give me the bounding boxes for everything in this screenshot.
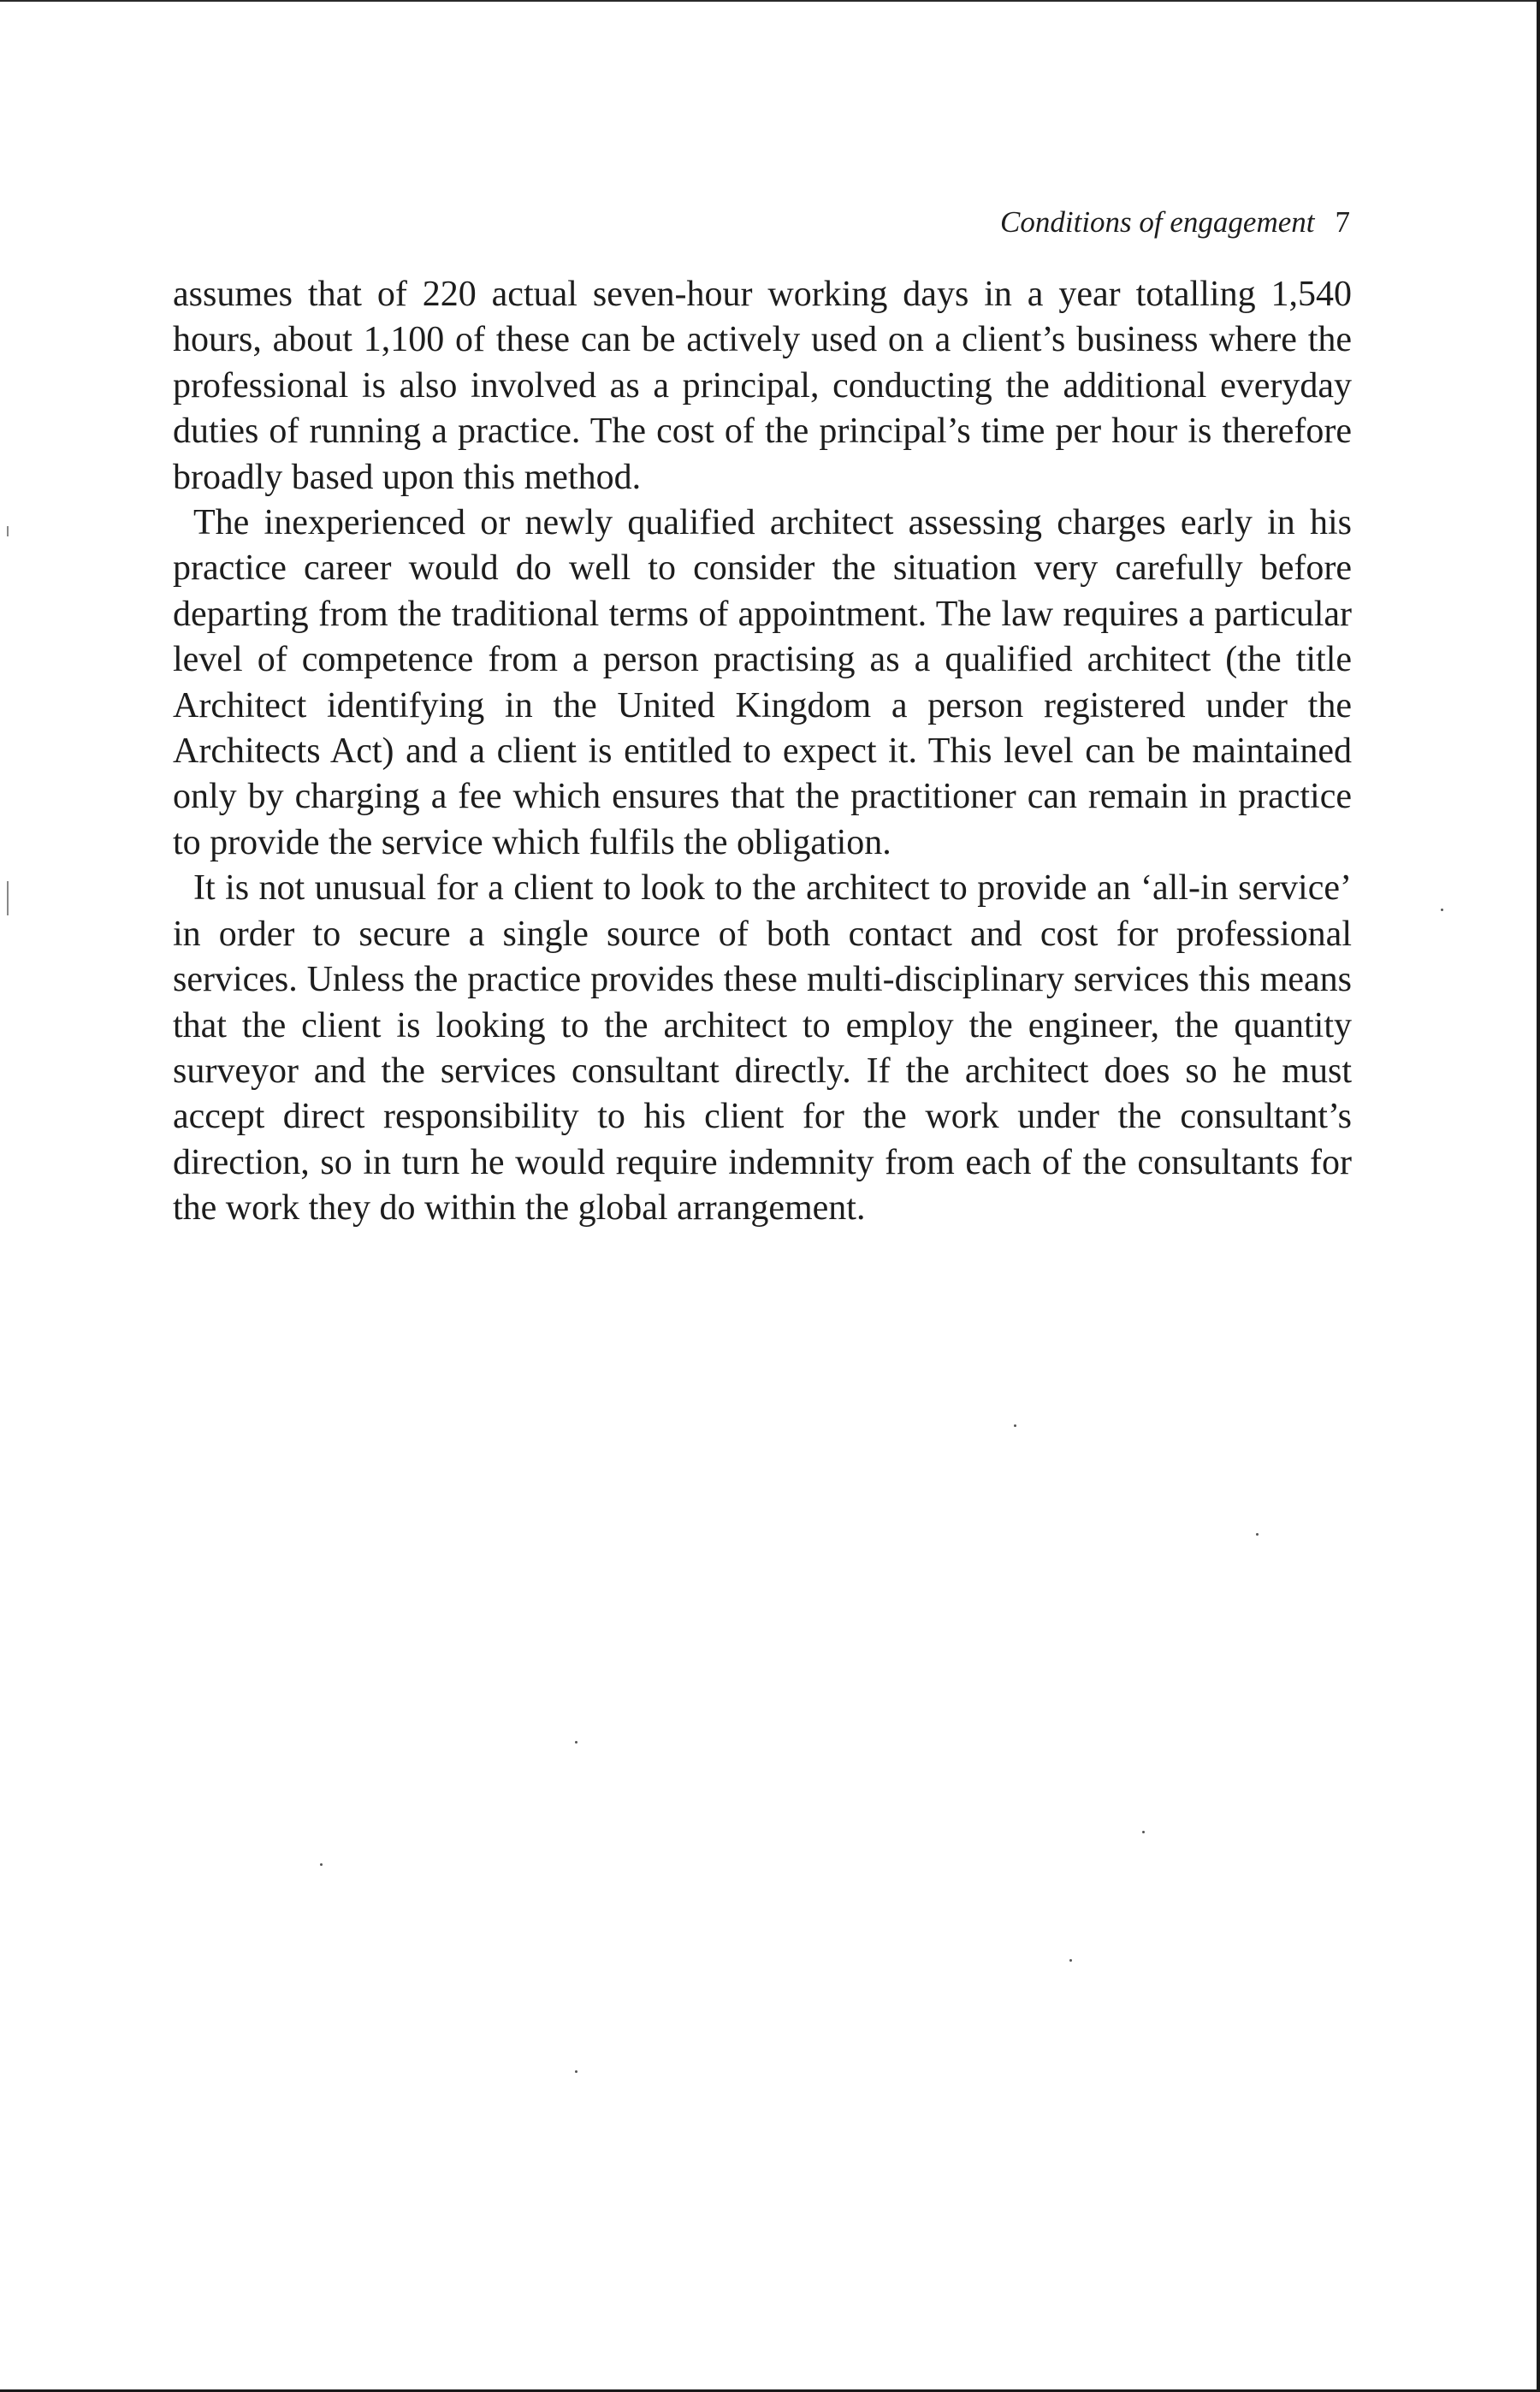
scan-border-right (1537, 0, 1540, 2392)
scan-speck (575, 1741, 578, 1744)
scan-speck (320, 1863, 323, 1866)
scan-speck (1142, 1831, 1145, 1833)
page-number: 7 (1335, 205, 1350, 239)
running-header-title: Conditions of engagement (1000, 205, 1315, 239)
scan-speck (1014, 1424, 1016, 1427)
running-header (941, 205, 1350, 240)
scan-mark (7, 526, 9, 536)
paragraph: The inexperienced or newly qualified architect assessing charges early in his practice career would do well to consider the situation very carefully before departing from the traditional terms of appointment. The law requires a particular level of competence from a person practising as a qualified architect (the title Architect identifying in the United Kingdom a person registered under the Architects Act) and a client is entitled to expect it. This level can be maintained only by charging a fee which ensures that the practitioner can remain in practice to provide the service which fulfils the obligation. (173, 503, 1352, 862)
paragraph: It is not unusual for a client to look to the architect to provide an ‘all-in service’ in order to secure a single source of both contact and cost for professional services. Unless the practice provides these multi-disciplinary services this means that the client is looking to the architect to employ the engineer, the quantity surveyor and the services consultant directly. If the architect does so he must accept direct responsibility to his client for the work under the consultant’s direction, so in turn he would require indemnity from each of the consultants for the work they do within the global arrangement. (173, 868, 1352, 1229)
scan-speck (1441, 909, 1443, 911)
scan-speck (1256, 1533, 1259, 1536)
scan-mark (7, 881, 9, 915)
scan-border-top (0, 0, 1538, 2)
scan-speck (1069, 1959, 1072, 1962)
paragraph-continued: assumes that of 220 actual seven-hour working days in a year totalling 1,540 hours, about 1,100 of these can be actively used on a client’s business where the professional is also involved as a principal, conducting the additional everyday duties of running a practice. The cost of the principal’s time per hour is therefore broadly based upon this method. (173, 275, 1352, 497)
scan-speck (575, 2070, 578, 2073)
body-text (173, 272, 1352, 1232)
